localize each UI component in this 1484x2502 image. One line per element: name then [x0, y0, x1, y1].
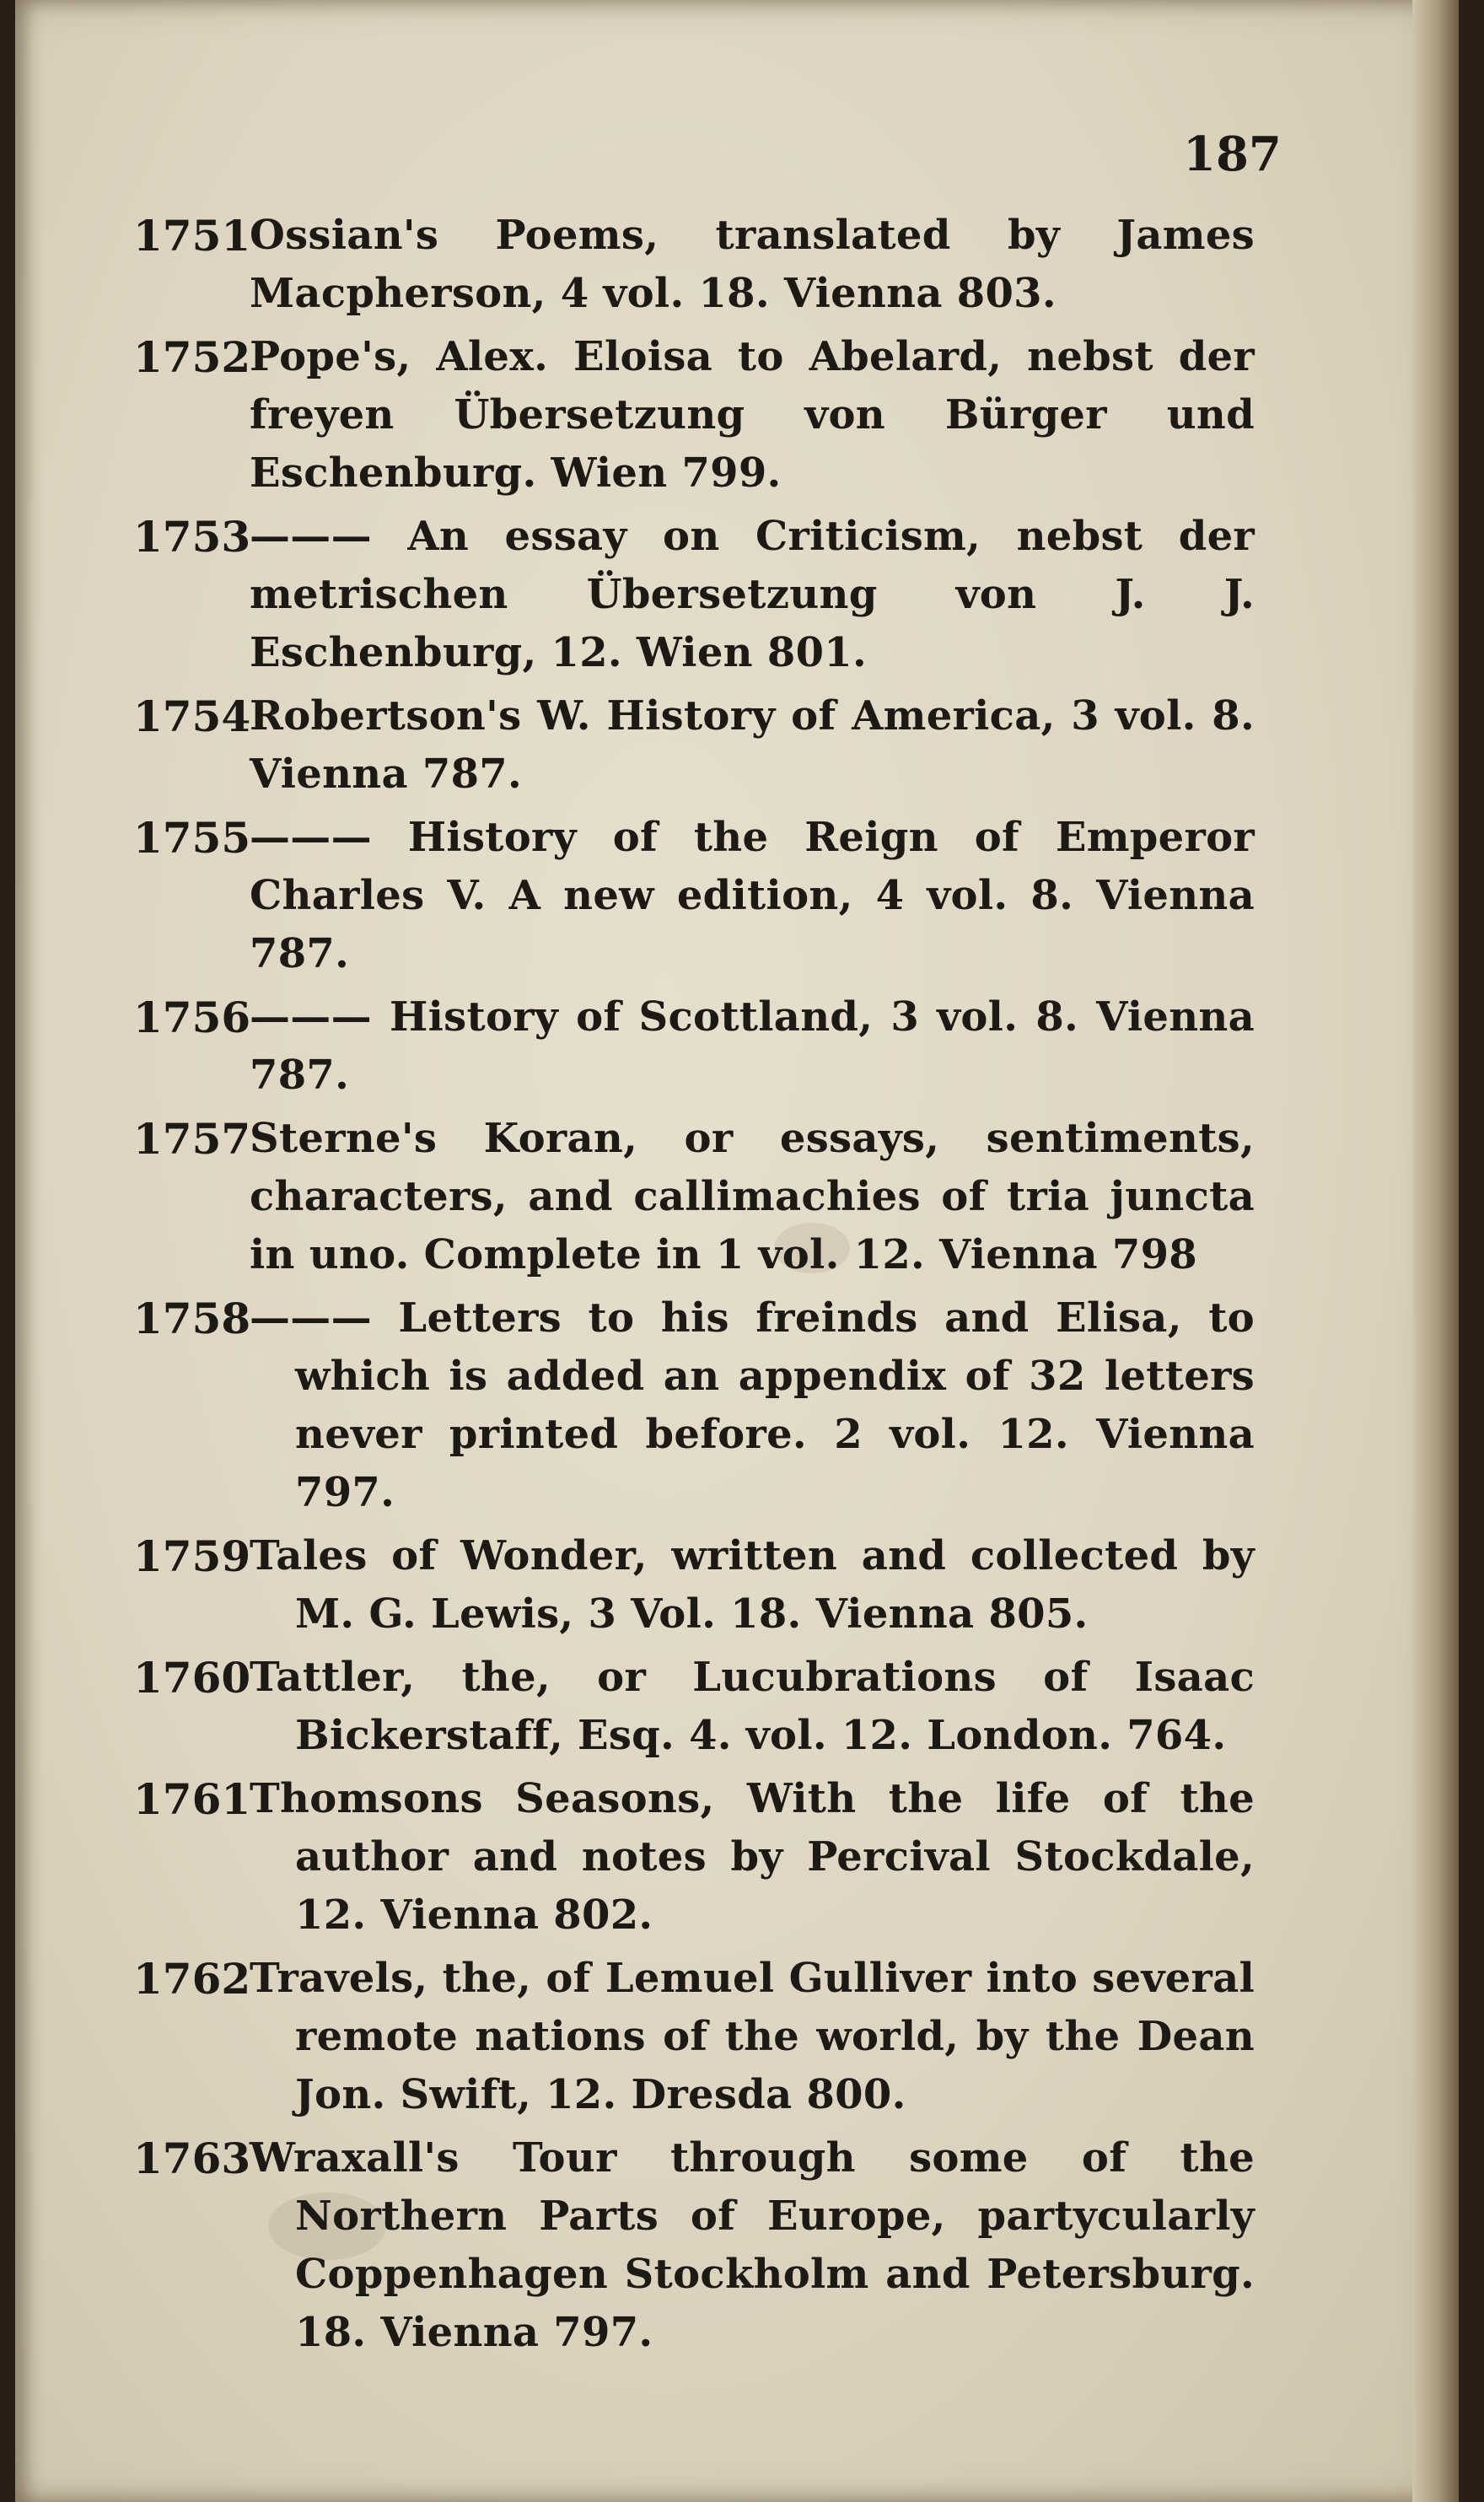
page-binding-edge: [1412, 0, 1459, 2502]
catalogue-entry: [133, 988, 1255, 1105]
page-number: 187: [1183, 126, 1282, 182]
catalogue-entry: [133, 1649, 1255, 1765]
catalogue-entry: [133, 809, 1255, 983]
entry-text: Thomsons Seasons, With the life of the author and notes by Percival Stockdale, 12. Vienna 802.: [250, 1775, 1255, 1939]
catalogue-entry: [133, 687, 1255, 804]
entry-text: Ossian's Poems, translated by James Macpherson, 4 vol. 18. Vienna 803.: [250, 212, 1255, 317]
catalogue-entry: [133, 1950, 1255, 2124]
entry-text: Pope's, Alex. Eloisa to Abelard, nebst der freyen Übersetzung von Bürger und Eschenburg. Wien 799.: [250, 333, 1255, 497]
entry-text: ——— History of the Reign of Emperor Charles V. A new edition, 4 vol. 8. Vienna 787.: [250, 814, 1255, 977]
entry-number: 1754: [133, 691, 251, 741]
entry-number: 1761: [133, 1774, 251, 1824]
entry-number: 1760: [133, 1653, 251, 1703]
catalogue-entry: [133, 1527, 1255, 1644]
entry-text: ——— An essay on Criticism, nebst der metrischen Übersetzung von J. J. Eschenburg, 12. Wien 801.: [250, 513, 1255, 676]
entry-text: Tattler, the, or Lucubrations of Isaac Bickerstaff, Esq. 4. vol. 12. London. 764.: [250, 1654, 1255, 1759]
catalogue-entries: [133, 207, 1255, 2367]
catalogue-entry: [133, 1770, 1255, 1945]
entry-number: 1757: [133, 1114, 251, 1164]
book-page: [15, 0, 1459, 2502]
entry-text: ——— Letters to his freinds and Elisa, to which is added an appendix of 32 letters never printed before. 2 vol. 12. Vienna 797.: [250, 1294, 1255, 1516]
entry-text: Sterne's Koran, or essays, sentiments, characters, and callimachies of tria juncta in uno. Complete in 1 vol. 12. Vienna 798: [250, 1115, 1255, 1278]
entry-text: Tales of Wonder, written and collected by M. G. Lewis, 3 Vol. 18. Vienna 805.: [250, 1532, 1255, 1638]
entry-text: Travels, the, of Lemuel Gulliver into several remote nations of the world, by the Dean Jon. Swift, 12. Dresda 800.: [250, 1955, 1255, 2118]
entry-number: 1755: [133, 813, 251, 863]
entry-text: Robertson's W. History of America, 3 vol. 8. Vienna 787.: [250, 692, 1255, 798]
catalogue-entry: [133, 328, 1255, 503]
entry-number: 1751: [133, 211, 251, 261]
entry-number: 1759: [133, 1531, 251, 1581]
entry-text: ——— History of Scottland, 3 vol. 8. Vienna 787.: [250, 993, 1255, 1099]
entry-text: Wraxall's Tour through some of the Northern Parts of Europe, partycularly Coppenhagen Stockholm and Petersburg. 18. Vienna 797.: [250, 2134, 1255, 2356]
entry-number: 1756: [133, 993, 251, 1042]
catalogue-entry: [133, 1110, 1255, 1284]
entry-number: 1753: [133, 512, 251, 562]
catalogue-entry: [133, 1289, 1255, 1522]
entry-number: 1763: [133, 2133, 251, 2183]
entry-number: 1762: [133, 1954, 251, 2004]
catalogue-entry: [133, 508, 1255, 682]
catalogue-entry: [133, 207, 1255, 323]
entry-number: 1752: [133, 332, 251, 382]
entry-number: 1758: [133, 1294, 251, 1343]
catalogue-entry: [133, 2129, 1255, 2362]
